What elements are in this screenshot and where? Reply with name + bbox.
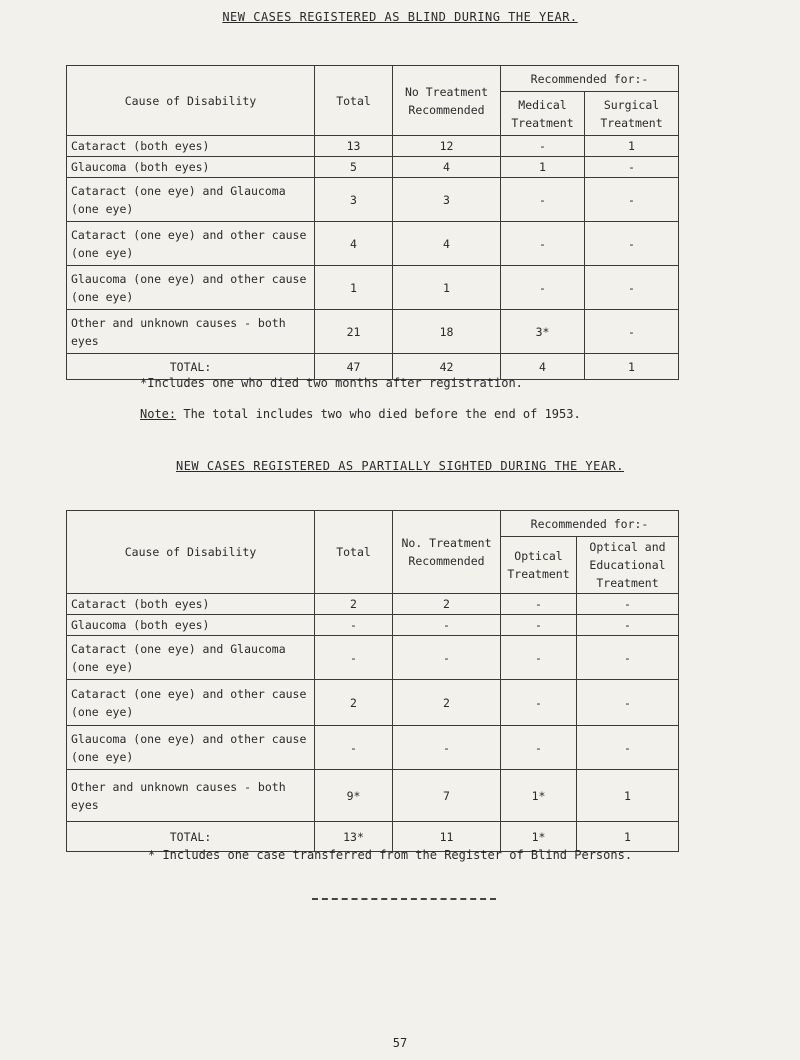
- header-recommended-for: Recommended for:-: [501, 511, 679, 537]
- row-no-treatment: 4: [393, 157, 501, 178]
- row-optical: -: [501, 594, 577, 615]
- row-cause: Glaucoma (both eyes): [67, 615, 315, 636]
- row-total: 47: [315, 354, 393, 380]
- row-total: 2: [315, 594, 393, 615]
- row-no-treatment: 18: [393, 310, 501, 354]
- row-medical: -: [501, 266, 585, 310]
- section-divider: [312, 898, 496, 900]
- row-cause: Cataract (one eye) and other cause (one eye): [67, 222, 315, 266]
- note-text: The total includes two who died before the end of 1953.: [176, 407, 581, 421]
- header-optical-educational: Optical and Educational Treatment: [577, 537, 679, 594]
- row-optical: -: [501, 615, 577, 636]
- row-no-treatment: 3: [393, 178, 501, 222]
- row-total: 4: [315, 222, 393, 266]
- header-optical: Optical Treatment: [501, 537, 577, 594]
- row-total: -: [315, 726, 393, 770]
- row-optical: -: [501, 680, 577, 726]
- header-no-treatment: No. Treatment Recommended: [393, 511, 501, 594]
- header-total: Total: [315, 66, 393, 136]
- header-no-treatment: No Treatment Recommended: [393, 66, 501, 136]
- row-optical: 1*: [501, 770, 577, 822]
- page-number: 57: [392, 1036, 408, 1050]
- row-total: 13*: [315, 822, 393, 852]
- table-row: [67, 594, 679, 615]
- row-no-treatment: 4: [393, 222, 501, 266]
- row-no-treatment: 1: [393, 266, 501, 310]
- table-row: [67, 136, 679, 157]
- row-medical: -: [501, 222, 585, 266]
- row-total: 5: [315, 157, 393, 178]
- row-no-treatment: 2: [393, 594, 501, 615]
- row-total: -: [315, 615, 393, 636]
- header-total: Total: [315, 511, 393, 594]
- row-total: 9*: [315, 770, 393, 822]
- row-cause: Cataract (both eyes): [67, 136, 315, 157]
- row-no-treatment: -: [393, 615, 501, 636]
- row-optical-educational: 1: [577, 822, 679, 852]
- blind-cases-table: [66, 65, 679, 380]
- row-surgical: -: [585, 310, 679, 354]
- partial-table-title: NEW CASES REGISTERED AS PARTIALLY SIGHTED DURING THE YEAR.: [175, 459, 625, 473]
- table-row: [67, 178, 679, 222]
- row-optical-educational: -: [577, 726, 679, 770]
- blind-footnote: *Includes one who died two months after registration.: [140, 376, 523, 390]
- row-no-treatment: -: [393, 726, 501, 770]
- row-optical: -: [501, 636, 577, 680]
- row-optical: -: [501, 726, 577, 770]
- row-optical-educational: -: [577, 680, 679, 726]
- row-optical-educational: 1: [577, 770, 679, 822]
- row-no-treatment: 42: [393, 354, 501, 380]
- row-total: 3: [315, 178, 393, 222]
- row-cause: Cataract (one eye) and Glaucoma (one eye): [67, 636, 315, 680]
- row-cause: Cataract (both eyes): [67, 594, 315, 615]
- partially-sighted-table: [66, 510, 679, 852]
- header-medical: Medical Treatment: [501, 92, 585, 136]
- partial-footnote: * Includes one case transferred from the Register of Blind Persons.: [148, 848, 633, 862]
- blind-note: [140, 407, 581, 421]
- row-surgical: 1: [585, 136, 679, 157]
- row-medical: -: [501, 178, 585, 222]
- note-label: Note:: [140, 407, 177, 421]
- table-row: [67, 770, 679, 822]
- header-surgical: Surgical Treatment: [585, 92, 679, 136]
- row-no-treatment: 2: [393, 680, 501, 726]
- row-surgical: -: [585, 178, 679, 222]
- table-row: [67, 680, 679, 726]
- row-cause: TOTAL:: [67, 354, 315, 380]
- header-cause: Cause of Disability: [67, 66, 315, 136]
- table-row: [67, 222, 679, 266]
- row-no-treatment: 7: [393, 770, 501, 822]
- row-cause: Cataract (one eye) and other cause (one eye): [67, 680, 315, 726]
- row-cause: Glaucoma (one eye) and other cause (one eye): [67, 266, 315, 310]
- row-total: 13: [315, 136, 393, 157]
- row-medical: 1: [501, 157, 585, 178]
- blind-table-title: NEW CASES REGISTERED AS BLIND DURING THE YEAR.: [222, 10, 578, 24]
- row-no-treatment: 12: [393, 136, 501, 157]
- row-cause: Glaucoma (both eyes): [67, 157, 315, 178]
- row-cause: Other and unknown causes - both eyes: [67, 310, 315, 354]
- row-total: 1: [315, 266, 393, 310]
- row-medical: 3*: [501, 310, 585, 354]
- table-row: [67, 310, 679, 354]
- row-optical-educational: -: [577, 636, 679, 680]
- table-row: [67, 636, 679, 680]
- row-cause: Cataract (one eye) and Glaucoma (one eye): [67, 178, 315, 222]
- row-total: -: [315, 636, 393, 680]
- row-no-treatment: 11: [393, 822, 501, 852]
- row-no-treatment: -: [393, 636, 501, 680]
- row-optical-educational: -: [577, 594, 679, 615]
- row-optical-educational: -: [577, 615, 679, 636]
- header-recommended-for: Recommended for:-: [501, 66, 679, 92]
- table-row: [67, 266, 679, 310]
- table-row: [67, 157, 679, 178]
- row-cause: TOTAL:: [67, 822, 315, 852]
- table-row: [67, 615, 679, 636]
- row-total: 21: [315, 310, 393, 354]
- row-cause: Other and unknown causes - both eyes: [67, 770, 315, 822]
- table-row: [67, 726, 679, 770]
- row-surgical: -: [585, 266, 679, 310]
- row-surgical: 1: [585, 354, 679, 380]
- row-surgical: -: [585, 222, 679, 266]
- row-optical: 1*: [501, 822, 577, 852]
- row-cause: Glaucoma (one eye) and other cause (one eye): [67, 726, 315, 770]
- row-medical: 4: [501, 354, 585, 380]
- header-cause: Cause of Disability: [67, 511, 315, 594]
- row-medical: -: [501, 136, 585, 157]
- row-total: 2: [315, 680, 393, 726]
- row-surgical: -: [585, 157, 679, 178]
- total-row: [67, 822, 679, 852]
